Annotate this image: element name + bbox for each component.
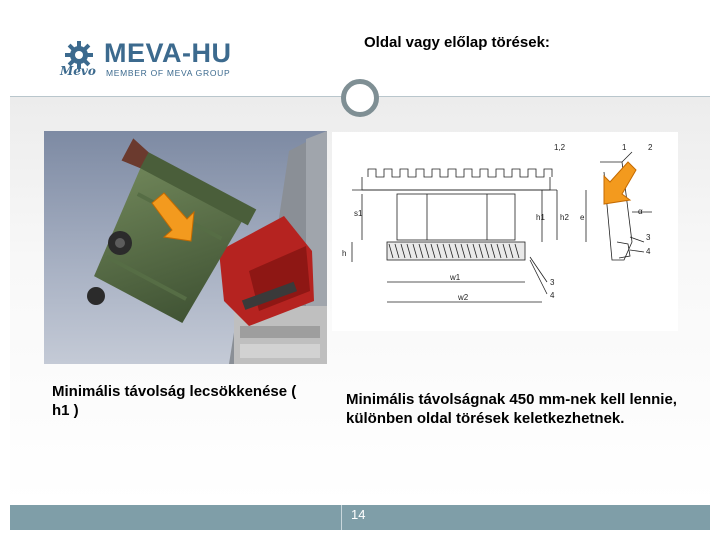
meva-hu-logo [58, 34, 248, 82]
label-bottom-4: 4 [550, 291, 555, 300]
caption-left: Minimális távolság lecsökkenése ( h1 ) [52, 383, 297, 419]
label-w2: w2 [458, 293, 469, 302]
circle-ornament [341, 79, 379, 117]
label-w1: w1 [450, 273, 461, 282]
logo-tagline: MEMBER OF MEVA GROUP [106, 68, 231, 78]
label-side-3: 3 [646, 233, 651, 242]
label-top-1: 1 [622, 143, 627, 152]
label-h2: h2 [560, 213, 569, 222]
label-top-2: 2 [648, 143, 653, 152]
bin-lift-photo [44, 131, 327, 364]
label-side-4: 4 [646, 247, 651, 256]
label-s1: s1 [354, 209, 363, 218]
slide-title: Oldal vagy előlap törések: [364, 34, 550, 51]
label-1-2: 1,2 [554, 143, 566, 152]
label-bottom-3: 3 [550, 278, 555, 287]
logo-script-mark: Mevo [60, 64, 96, 78]
label-e: e [580, 213, 585, 222]
label-alpha: α [638, 207, 643, 216]
logo-wordmark: MEVA-HU [104, 38, 232, 68]
caption-right: Minimális távolságnak 450 mm-nek kell lennie, különben oldal törések keletkezhetnek. [346, 391, 677, 427]
technical-drawing [332, 132, 678, 331]
label-h1: h1 [536, 213, 545, 222]
footer-divider [341, 505, 342, 530]
page-number: 14 [351, 507, 366, 522]
label-hv: h [342, 249, 347, 258]
